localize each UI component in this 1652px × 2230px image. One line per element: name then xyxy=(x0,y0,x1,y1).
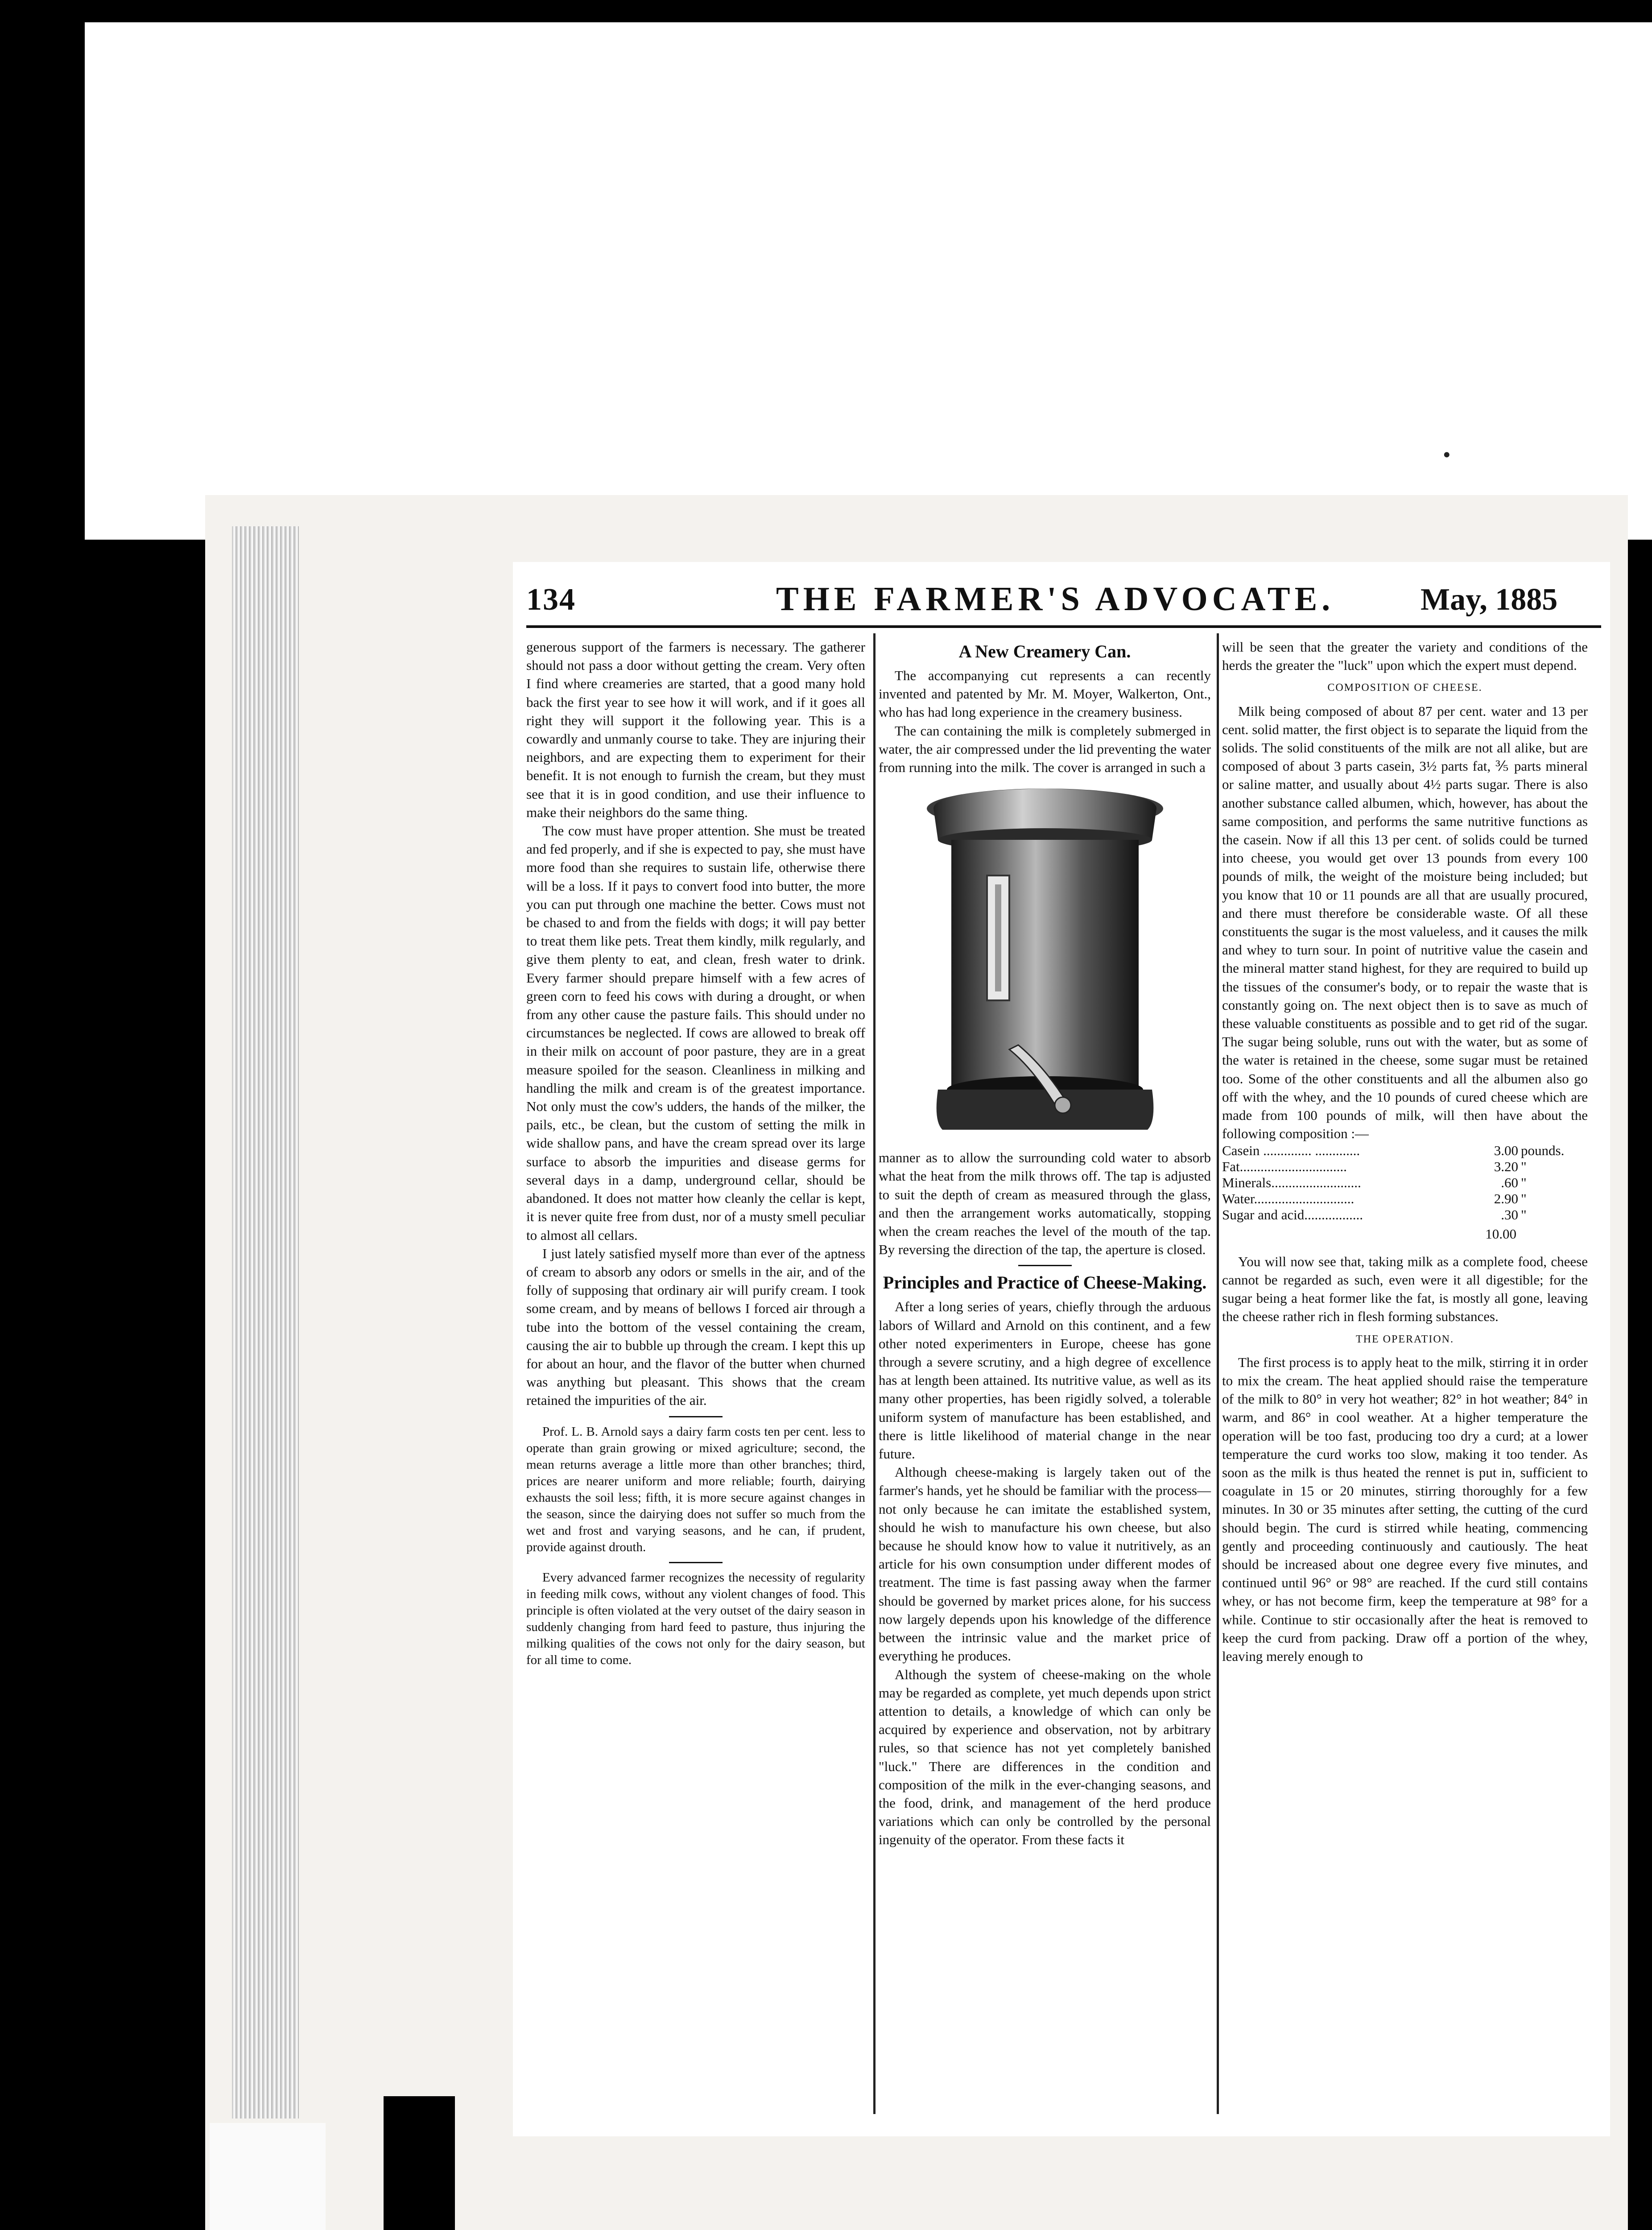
article-paragraph: The accompanying cut represents a can recently invented and patented by Mr. M. Moyer, Walkerton, Ont., who has had long experience in the creamery business. xyxy=(879,668,1211,720)
table-cell-value: 2.90 xyxy=(1494,1191,1518,1207)
creamery-can-icon xyxy=(884,782,1206,1143)
article-paragraph: After a long series of years, chiefly through the arduous labors of Willard and Arnold on this continent, and a few other noted experimenters in Europe, cheese has gone through a severe scrutiny, and a high degree of excellence has at length been attained. Its nutritive value, as well as its many other properties, has been rigidly solved, a tolerable uniform system of manufacture has been established, and there is little likelihood of material change in the near future. xyxy=(879,1299,1211,1462)
table-cell-value: .60 xyxy=(1501,1175,1518,1191)
book-clamp xyxy=(384,2096,455,2230)
section-subheading: COMPOSITION OF CHEESE. xyxy=(1327,682,1483,694)
page-edges xyxy=(232,526,299,2118)
section-subheading: THE OPERATION. xyxy=(1356,1333,1454,1345)
composition-total: 10.00 xyxy=(1485,1226,1516,1242)
column-1 xyxy=(526,638,865,1668)
article-paragraph: Milk being composed of about 87 per cent. water and 13 per cent. solid matter, the first object is to separate the liquid from the solids. The solid constituents of the milk are not all alike, but are composed of about 3 parts casein, 3½ parts fat, ⅗ parts mineral or saline matter, and usually about 4½ parts sugar. There is also another substance called albumen, which, however, has about the same composition, and performs the same nutritive functions as the casein. Now if all this 13 per cent. of solids could be turned into cheese, you would get over 13 pounds from every 100 pounds of milk, the weight of the moisture being included; but you know that 10 or 11 pounds are all that are usually procured, and there must therefore be considerable waste. Of all these constituents the sugar is the most valueless, and it causes the milk and whey to turn sour. In point of nutritive value the casein and the mineral matter stand highest, for they are required to build up the tissues of the consumer's body, or to repair the waste that is constantly going on. The next object then is to save as much of these valuable constituents as possible and to get rid of the sugar. The sugar being soluble, runs out with the water, but as some of the water is retained in the cheese, some sugar must be retained too. Some of the other constituents and all the albumen also go off with the whey, and the 10 pounds of cured cheese which are made from 100 pounds of milk, will then have about the following composition :— xyxy=(1222,703,1588,1142)
table-row xyxy=(1222,1191,1588,1207)
article-paragraph: I just lately satisfied myself more than ever of the aptness of cream to absorb any odors or smells in the air, and of the folly of supposing that ordinary air will purify cream. I took some cream, and by means of bellows I forced air through a tube into the bottom of the vessel containing the cream, causing the air to bubble up through the cream. I kept this up for about an hour, and the flavor of the butter when churned was anything but pleasant. This shows that the cream retained the impurities of the air. xyxy=(526,1245,865,1408)
creamery-can-illustration xyxy=(884,782,1206,1143)
composition-table xyxy=(1222,1143,1588,1223)
table-cell-unit: " xyxy=(1521,1207,1527,1223)
column-divider xyxy=(1217,633,1219,2114)
article-paragraph: Although the system of cheese-making on the whole may be regarded as complete, yet much depends upon strict attention to details, a knowledge of which can only be acquired by experience and observation, not by arbitrary rules, so that science has not yet completely banished "luck." There are differences in the condition and composition of the milk in the ever-changing seasons, and the food, drink, and management of the herd produce variations which can only be controlled by the personal ingenuity of the operator. From these facts it xyxy=(879,1666,1211,1848)
section-separator xyxy=(669,1562,723,1563)
article-paragraph: manner as to allow the surrounding cold water to absorb what the heat from the milk throws off. The tap is adjusted to suit the depth of cream as measured through the glass, and then the arrangement works automatically, stopping when the cream reaches the level of the mouth of the tap. By reversing the direction of the tap, the aperture is closed. xyxy=(879,1150,1211,1258)
section-separator xyxy=(669,1416,723,1417)
paper-background-top xyxy=(85,22,1652,540)
article-heading: Principles and Practice of Cheese-Making. xyxy=(883,1272,1207,1293)
page-number: 134 xyxy=(526,582,576,617)
article-paragraph: The first process is to apply heat to the milk, stirring it in order to mix the cream. The heat applied should raise the temperature of the milk to 80° in very hot weather; 82° in hot weather; 84° in warm, and 86° in cool weather. At a higher temperature the operation will be too fast, producing too dry a curd; at a lower temperature the curd works too slow, making it too tender. As soon as the milk is thus heated the rennet is put in, sufficient to coagulate in 15 or 20 minutes, stirring thoroughly for a few minutes. In 30 or 35 minutes after setting, the cutting of the curd should begin. The curd is stirred while heating, commencing gently and proceeding continuously and cautiously. The heat should be increased about one degree every five minutes, and continued until 96° or 98° are reached. If the curd still contains whey, or has not become firm, keep the temperature at 98° for a while. Continue to stir occasionally after the heat is removed to keep the curd from packing. Draw off a portion of the whey, leaving merely enough to xyxy=(1222,1354,1588,1664)
table-cell-item: Minerals.......................... xyxy=(1222,1175,1361,1191)
table-cell-unit: pounds. xyxy=(1521,1143,1565,1159)
table-cell-unit: " xyxy=(1521,1175,1527,1191)
table-cell-value: .30 xyxy=(1501,1207,1518,1223)
column-3 xyxy=(1222,638,1588,1665)
table-cell-item: Sugar and acid................. xyxy=(1222,1207,1363,1223)
table-row xyxy=(1222,1175,1588,1191)
article-paragraph: You will now see that, taking milk as a complete food, cheese cannot be regarded as such, even were it all digestible; for the sugar being a heat former like the fat, is mostly all gone, leaving the cheese rather rich in flesh forming substances. xyxy=(1222,1253,1588,1325)
masthead-title: THE FARMER'S ADVOCATE. xyxy=(776,580,1335,618)
table-cell-unit: " xyxy=(1521,1159,1527,1175)
column-divider xyxy=(873,633,876,2114)
binding-gap xyxy=(210,2123,326,2230)
column-2 xyxy=(879,638,1211,1849)
table-cell-item: Water............................. xyxy=(1222,1191,1355,1207)
speck-mark: • xyxy=(1443,442,1451,467)
section-separator xyxy=(1018,1265,1072,1266)
table-cell-item: Casein .............. ............. xyxy=(1222,1143,1360,1159)
issue-date: May, 1885 xyxy=(1421,582,1558,617)
regularity-note: Every advanced farmer recognizes the necessity of regularity in feeding milk cows, without any violent changes of food. This principle is often violated at the very outset of the dairy season in suddenly changing from hard feed to pasture, thus injuring the milking qualities of the cows not only for the dairy season, but for all time to come. xyxy=(526,1570,865,1667)
table-cell-unit: " xyxy=(1521,1191,1527,1207)
table-row xyxy=(1222,1143,1588,1159)
article-paragraph: The cow must have proper attention. She must be treated and fed properly, and if she is expected to pay, she must have more food than she requires to sustain life, otherwise there will be a loss. If it pays to convert food into butter, the more you can put through one machine the better. Cows must not be chased to and from the fields with dogs; it will pay better to treat them like pets. Treat them kindly, milk regularly, and give them plenty to eat, and clean, fresh water to drink. Every farmer should prepare himself with a few acres of green corn to feed his cows with during a drought, or when from any other cause the pasture fails. This should under no circumstances be neglected. If cows are allowed to break off in their milk on account of poor pasture, they are in a great measure spoiled for the season. Cleanliness in milking and handling the milk and cream is of the greatest importance. Not only must the cow's udders, the hands of the milker, the pails, etc., be clean, but the custom of setting the milk in wide shallow pans, and have the cream spread over its large surface to absorb the impurities and disease germs for several days in a damp, underground cellar, should be abandoned. It does not matter how cleanly the cellar is kept, it is never quite free from dust, nor of a musty smell peculiar to almost all cellars. xyxy=(526,823,865,1243)
article-paragraph: Although cheese-making is largely taken out of the farmer's hands, yet he should be familiar with the process—not only because he can imitate the established system, should he wish to manufacture his own cheese, but also because he should know how to value it nutritively, as an article for his own consumption under different modes of treatment. The time is fast passing away when the farmer should be governed by market prices alone, for his success now largely depends upon his knowledge of the difference between the intrinsic value and the market price of everything he produces. xyxy=(879,1464,1211,1664)
table-row xyxy=(1222,1159,1588,1175)
article-paragraph: will be seen that the greater the variety and conditions of the herds the greater the "luck" upon which the expert must depend. xyxy=(1222,639,1588,673)
table-row xyxy=(1222,1207,1588,1223)
article-paragraph: The can containing the milk is completely submerged in water, the air compressed under the lid preventing the water from running into the milk. The cover is arranged in such a xyxy=(879,723,1211,776)
table-cell-value: 3.00 xyxy=(1494,1143,1518,1159)
table-cell-item: Fat............................... xyxy=(1222,1159,1347,1175)
article-heading: A New Creamery Can. xyxy=(958,641,1131,661)
arnold-note: Prof. L. B. Arnold says a dairy farm costs ten per cent. less to operate than grain growing or mixed agriculture; second, the mean returns average a little more than other branches; third, prices are nearer uniform and more reliable; fourth, dairying exhausts the soil less; fifth, it is more secure against changes in the season, since the dairying does not suffer so much from the wet and frost and varying seasons, and he can, if prudent, provide against drouth. xyxy=(526,1424,865,1554)
article-paragraph: generous support of the farmers is necessary. The gatherer should not pass a door without getting the cream. Very often I find where creameries are started, that a good many hold back the first year to see how it will work, and if it goes all right they will support it the following year. This is a cowardly and unmanly course to take. They are injuring their neighbors, and are expecting them to experiment for their benefit. It is not enough to furnish the cream, but they must see that it is in good condition, and use their influence to make their neighbors do the same thing. xyxy=(526,639,865,820)
header-rule xyxy=(526,625,1601,628)
table-cell-value: 3.20 xyxy=(1494,1159,1518,1175)
